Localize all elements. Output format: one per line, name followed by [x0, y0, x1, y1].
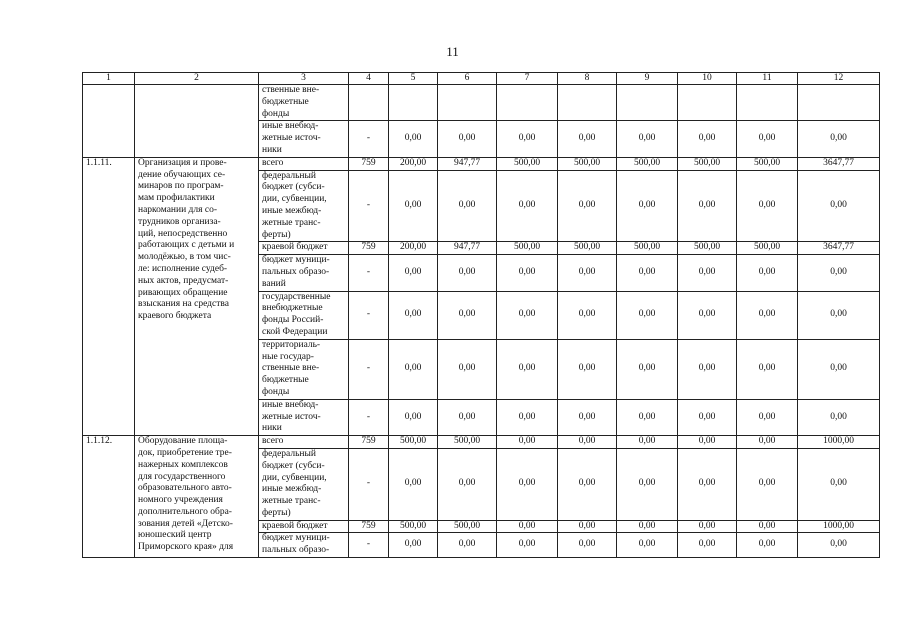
item-code-cell: 1.1.12. [83, 436, 135, 558]
value-cell: - [349, 170, 389, 242]
column-header: 6 [438, 73, 497, 85]
value-cell: 0,00 [737, 520, 798, 533]
value-cell: 0,00 [558, 170, 617, 242]
item-code-cell: 1.1.11. [83, 157, 135, 435]
value-cell: 0,00 [798, 255, 880, 291]
value-cell: 0,00 [798, 339, 880, 399]
value-cell: 1000,00 [798, 520, 880, 533]
value-cell: - [349, 255, 389, 291]
table-row [83, 157, 880, 170]
value-cell [798, 85, 880, 121]
value-cell: 0,00 [678, 399, 737, 435]
value-cell: 500,00 [617, 242, 678, 255]
value-cell: 0,00 [389, 170, 438, 242]
value-cell: 500,00 [389, 436, 438, 449]
funding-source-cell: всего [259, 157, 349, 170]
value-cell: 0,00 [558, 255, 617, 291]
value-cell: 200,00 [389, 242, 438, 255]
value-cell: 0,00 [438, 533, 497, 558]
value-cell: 0,00 [558, 533, 617, 558]
funding-source-cell: государственные внебюджетные фонды Россий- ской Федерации [259, 291, 349, 339]
value-cell: 0,00 [497, 436, 558, 449]
value-cell: 500,00 [737, 242, 798, 255]
value-cell: - [349, 339, 389, 399]
value-cell: 0,00 [737, 448, 798, 520]
funding-source-cell: территориаль- ные государ- ственные вне- бюджетные фонды [259, 339, 349, 399]
page-number: 11 [446, 44, 459, 59]
column-header: 10 [678, 73, 737, 85]
continued-code-cell [83, 85, 135, 158]
value-cell: 0,00 [617, 520, 678, 533]
column-header: 2 [135, 73, 259, 85]
value-cell [617, 85, 678, 121]
value-cell: 0,00 [497, 170, 558, 242]
value-cell: 0,00 [678, 291, 737, 339]
value-cell: - [349, 448, 389, 520]
value-cell: 0,00 [558, 520, 617, 533]
value-cell [497, 85, 558, 121]
header-row [83, 73, 880, 85]
value-cell: 0,00 [438, 170, 497, 242]
value-cell: 0,00 [389, 448, 438, 520]
value-cell: - [349, 121, 389, 157]
value-cell: 500,00 [497, 242, 558, 255]
value-cell: 0,00 [389, 399, 438, 435]
value-cell: 0,00 [798, 291, 880, 339]
value-cell: 0,00 [497, 448, 558, 520]
value-cell: 0,00 [438, 121, 497, 157]
value-cell: 0,00 [737, 291, 798, 339]
value-cell: 0,00 [617, 436, 678, 449]
value-cell: 500,00 [438, 520, 497, 533]
value-cell: 0,00 [497, 291, 558, 339]
continued-name-cell [135, 85, 259, 158]
table-row [83, 85, 880, 121]
value-cell: 0,00 [438, 339, 497, 399]
value-cell: 500,00 [678, 242, 737, 255]
table-body [83, 73, 880, 558]
value-cell: 0,00 [558, 339, 617, 399]
column-header: 3 [259, 73, 349, 85]
value-cell: 0,00 [389, 533, 438, 558]
value-cell: 500,00 [678, 157, 737, 170]
value-cell: 500,00 [438, 436, 497, 449]
column-header: 12 [798, 73, 880, 85]
value-cell: 0,00 [389, 255, 438, 291]
value-cell: 500,00 [558, 242, 617, 255]
funding-source-cell: бюджет муници- пальных образо- ваний [259, 255, 349, 291]
value-cell: 0,00 [737, 436, 798, 449]
value-cell: 0,00 [497, 533, 558, 558]
column-header: 4 [349, 73, 389, 85]
value-cell: 0,00 [389, 121, 438, 157]
value-cell: 0,00 [678, 436, 737, 449]
funding-source-cell: федеральный бюджет (субси- дии, субвенции, иные межбюд- жетные транс- ферты) [259, 448, 349, 520]
item-name-cell: Оборудование площа- док, приобретение тре- нажерных комплексов для государственного образовательного авто- номного учреждения дополнительного обра- зования детей «Детско- юношеский центр Приморского края» для [135, 436, 259, 558]
value-cell: 0,00 [558, 291, 617, 339]
funding-source-cell: всего [259, 436, 349, 449]
value-cell: 0,00 [737, 255, 798, 291]
value-cell: 0,00 [438, 399, 497, 435]
value-cell: 0,00 [737, 170, 798, 242]
funding-source-cell: иные внебюд- жетные источ- ники [259, 399, 349, 435]
value-cell: 500,00 [389, 520, 438, 533]
value-cell: 0,00 [798, 448, 880, 520]
value-cell: - [349, 399, 389, 435]
value-cell: 947,77 [438, 157, 497, 170]
value-cell: 0,00 [558, 399, 617, 435]
value-cell: 0,00 [737, 533, 798, 558]
value-cell: 0,00 [798, 121, 880, 157]
value-cell: 0,00 [558, 121, 617, 157]
value-cell: 759 [349, 520, 389, 533]
value-cell: 0,00 [678, 339, 737, 399]
value-cell: 500,00 [497, 157, 558, 170]
value-cell [349, 85, 389, 121]
value-cell: 0,00 [389, 291, 438, 339]
value-cell: 759 [349, 436, 389, 449]
value-cell: 0,00 [617, 170, 678, 242]
value-cell: 0,00 [497, 339, 558, 399]
funding-source-cell: иные внебюд- жетные источ- ники [259, 121, 349, 157]
column-header: 9 [617, 73, 678, 85]
value-cell [737, 85, 798, 121]
value-cell: 0,00 [798, 170, 880, 242]
funding-source-cell: краевой бюджет [259, 520, 349, 533]
value-cell: - [349, 291, 389, 339]
value-cell: 0,00 [737, 339, 798, 399]
value-cell: 3647,77 [798, 157, 880, 170]
value-cell: 0,00 [438, 291, 497, 339]
value-cell: 0,00 [617, 448, 678, 520]
value-cell: 0,00 [617, 533, 678, 558]
value-cell [678, 85, 737, 121]
value-cell: 759 [349, 242, 389, 255]
value-cell: 0,00 [678, 121, 737, 157]
value-cell: 0,00 [497, 520, 558, 533]
value-cell: 0,00 [678, 170, 737, 242]
value-cell: 1000,00 [798, 436, 880, 449]
value-cell: 0,00 [737, 121, 798, 157]
value-cell: 759 [349, 157, 389, 170]
column-header: 5 [389, 73, 438, 85]
value-cell: 200,00 [389, 157, 438, 170]
value-cell: 0,00 [497, 399, 558, 435]
value-cell: 0,00 [497, 121, 558, 157]
column-header: 11 [737, 73, 798, 85]
value-cell: 0,00 [497, 255, 558, 291]
value-cell [558, 85, 617, 121]
value-cell: 0,00 [678, 533, 737, 558]
value-cell: 0,00 [438, 448, 497, 520]
value-cell: 0,00 [798, 533, 880, 558]
value-cell: 500,00 [737, 157, 798, 170]
value-cell: 0,00 [798, 399, 880, 435]
funding-source-cell: федеральный бюджет (субси- дии, субвенции, иные межбюд- жетные транс- ферты) [259, 170, 349, 242]
item-name-cell: Организация и прове- дение обучающих се- минаров по програм- мам профилактики наркомании для со- трудников организа- ций, непосредственно работающих с детьми и молодёжью, в том чис- ле: исполнение судеб- ных актов, предусмат- ривающих обращение взыскания на средства краевого бюджета [135, 157, 259, 435]
value-cell: 0,00 [558, 436, 617, 449]
value-cell: 0,00 [558, 448, 617, 520]
value-cell: 3647,77 [798, 242, 880, 255]
value-cell: 0,00 [678, 520, 737, 533]
table-row [83, 436, 880, 449]
column-header: 8 [558, 73, 617, 85]
funding-source-cell: ственные вне- бюджетные фонды [259, 85, 349, 121]
value-cell [389, 85, 438, 121]
column-header: 1 [83, 73, 135, 85]
value-cell: 0,00 [617, 291, 678, 339]
value-cell: 500,00 [558, 157, 617, 170]
value-cell: 0,00 [617, 339, 678, 399]
value-cell: 0,00 [737, 399, 798, 435]
value-cell: 0,00 [678, 255, 737, 291]
value-cell [438, 85, 497, 121]
funding-source-cell: бюджет муници- пальных образо- [259, 533, 349, 558]
column-header: 7 [497, 73, 558, 85]
value-cell: 500,00 [617, 157, 678, 170]
value-cell: - [349, 533, 389, 558]
budget-table [82, 72, 880, 558]
value-cell: 0,00 [617, 399, 678, 435]
value-cell: 0,00 [678, 448, 737, 520]
value-cell: 0,00 [438, 255, 497, 291]
funding-source-cell: краевой бюджет [259, 242, 349, 255]
value-cell: 0,00 [389, 339, 438, 399]
value-cell: 947,77 [438, 242, 497, 255]
value-cell: 0,00 [617, 255, 678, 291]
value-cell: 0,00 [617, 121, 678, 157]
